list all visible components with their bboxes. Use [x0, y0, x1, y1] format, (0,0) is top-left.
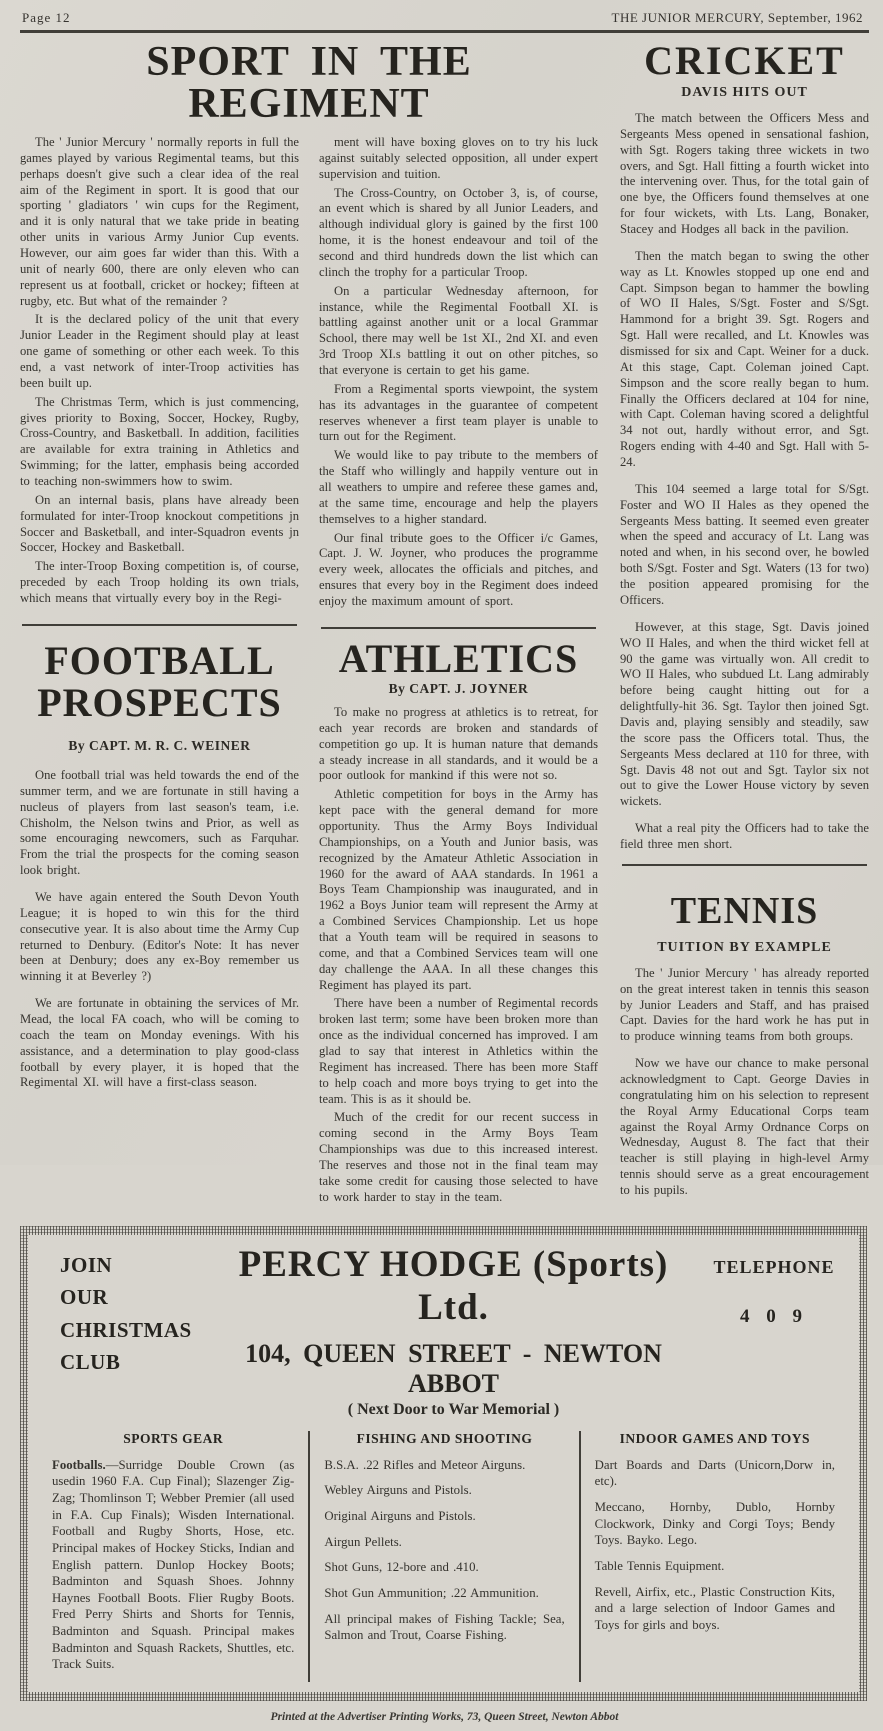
athletics-text [319, 705, 598, 1209]
paragraph: Athletic competition for boys in the Army has kept pace with the general demand for more opportunity. Thus the Army Boys Individual Championships, on a Youth and Junior basis, was recognized by the Amateur Athletic Association in 1960 for the award of AAA standards. In 1961 a Boys Team Championship was inaugurated, and in 1962 a Boys Junior team will represent the Army at a Combined Services Championship. Let us hope that a Youth team will be required in seasons to come, and that a Combined Services team will one day challenge the AAA. In all these changes this Regiment has played its part. [319, 787, 598, 992]
regiment-col2-text [319, 135, 598, 613]
masthead: THE JUNIOR MERCURY, September, 1962 [611, 10, 863, 25]
football-byline: By CAPT. M. R. C. WEINER [68, 737, 251, 753]
paragraph: The inter-Troop Boxing competition is, of course, preceded by each Troop holding its own trials, which means that virtually every boy in the Regi- [20, 559, 299, 606]
sports-gear-lead: Footballs. [52, 1457, 106, 1472]
paragraph: The Cross-Country, on October 3, is, of course, an event which is shared by all Junior Leaders, and although individual glory is gained by the first 100 home, it is the honest endeavour and toil of the second and third hundreds down the list which can clinch the trophy for a particular Troop. [319, 185, 598, 279]
telephone-label: TELEPHONE [713, 1256, 835, 1277]
paragraph: One football trial was held towards the end of the summer term, and we are fortunate in still having a nucleus of players from last season's team, i.e. Chisholm, the Nelson twins and Prior, as well as some encouraging newcomers, such as Farquhar. From the trial the prospects for the coming season look bright. [20, 767, 299, 878]
paragraph: There have been a number of Regimental records broken last term; some have been broken more than once as the individual concerned has improved. I am glad to say that interest in Athletics within the Regiment has increased. There has been more Staff to help coach and more boys trying to get into the team. This is as it should be. [319, 996, 598, 1106]
paragraph: CLUB [60, 1350, 121, 1375]
paragraph: To make no progress at athletics is to retreat, for each year records are broken and standards of competition go up. It is human nature that demands a steady increase in all standards, and it would be a poor outlook for mankind if this were not so. [319, 704, 598, 783]
left-section [20, 39, 598, 1210]
regiment-headline: SPORT IN THE REGIMENT [146, 39, 472, 127]
paragraph: We would like to pay tribute to the members of the Staff who willingly and happily venture out in all weathers to umpire and referee these games and, at the same time, encourage and help the players themselves to a higher standard. [319, 448, 598, 526]
paragraph: CHRISTMAS [60, 1317, 192, 1342]
paragraph: What a real pity the Officers had to take the field three men short. [620, 821, 869, 851]
advert-address: 104, QUEEN STREET - NEWTON ABBOT [245, 1338, 662, 1398]
column-left [20, 135, 299, 1209]
telephone-number: 4 0 9 [740, 1305, 808, 1327]
advert-col-sports-gear [38, 1431, 308, 1682]
paragraph: Table Tennis Equipment. [594, 1558, 725, 1573]
cricket-headline: CRICKET [644, 38, 845, 83]
printer-line: Printed at the Advertiser Printing Works, 73, Queen Street, Newton Abbot [270, 1710, 619, 1723]
paragraph: The ' Junior Mercury ' normally reports in full the games played by various Regimental teams, but this perhaps doesn't give such a clear idea of the real aim of the Regiment in sport. It is good that our sporting ' gladiators ' win cups for the Regiment, and it is only natural that we take pride in beating other units in various Army Junior Cup events. However, our aim goes far wider than this. With a unit of nearly 600, there are only eleven who can represent us at football, cricket or hockey; fifteen at rugby, etc. But what of the remainder ? [20, 135, 299, 308]
sports-gear-body: —Surridge Double Crown (as usedin 1960 F.A. Cup Final); Slazenger Zig-Zag; Thomlinson T; Webber Premier (all used in F.A. Cup Finals); Wisden International. Football and Rugby Shorts, Hose, etc. Principal makes of Hockey Sticks, Indian and English pattern. Dunlop Hockey Boots; Badminton and Squash Shoes. Johnny Haynes Football Boots. Flier Rugby Boots. Fred Perry Shirts and Shorts for Tennis, Badminton and Squash. Principal makes Badminton and Squash Rackets, Shuttles, etc. Track Suits. [52, 1457, 295, 1672]
paragraph: JOIN [60, 1252, 113, 1277]
page-header [20, 10, 869, 30]
paragraph: This 104 seemed a large total for S/Sgt. Foster and WO II Hales as they opened the Sergeants Mess batting. It seemed even greater when the speed and accuracy of Lt. Lang was noted and when, in his second over, he bowled both S/Sgt. Foster and Sgt. Waters (13 for two) the position appeared promising for the Officers. [620, 481, 869, 607]
paragraph: However, at this stage, Sgt. Davis joined WO II Hales, and when the third wicket fell at 90 the game was virtually won. All credit to WO II Hales, who subdued Lt. Lang admirably before being caught hitting out for a delightfully-hit 36. Sgt. Taylor then joined Sgt. Davis and, playing sensibly and steadily, saw the score pass the Officers total. Thus, the Sergeants Mess declared at 110 for three, with Sgt. Davis 48 not out and Sgt. Taylor six not out to give the Lower House victory by seven wickets. [620, 619, 869, 809]
sports-gear-heading: SPORTS GEAR [123, 1430, 224, 1446]
paragraph: OUR [60, 1285, 109, 1310]
football-title-line2: PROSPECTS [37, 679, 282, 725]
football-title-line1: FOOTBALL [44, 637, 275, 683]
cricket-subhead: DAVIS HITS OUT [681, 85, 808, 100]
paragraph: Airgun Pellets. [324, 1534, 402, 1549]
divider-rule [622, 864, 867, 866]
advert-telephone-block [699, 1241, 849, 1419]
paragraph: ment will have boxing gloves on to try his luck against suitably selected opposition, all under expert supervision and tuition. [319, 135, 598, 181]
athletics-headline: ATHLETICS [338, 635, 579, 681]
paragraph: B.S.A. .22 Rifles and Meteor Airguns. [324, 1457, 526, 1472]
paragraph: Meccano, Hornby, Dublo, Hornby Clockwork, Dinky and Corgi Toys; Bendy Toys. Bayko. Lego. [594, 1500, 835, 1548]
athletics-byline: By CAPT. J. JOYNER [388, 680, 529, 696]
paragraph: Shot Gun Ammunition; .22 Ammunition. [324, 1585, 539, 1600]
advert-center [208, 1241, 699, 1419]
advert-company-name: PERCY HODGE (Sports) Ltd. [238, 1243, 669, 1328]
regiment-col1-text [20, 135, 299, 610]
fishing-items [324, 1457, 564, 1644]
advert-col-indoor [579, 1431, 849, 1682]
cricket-text [620, 111, 869, 853]
paragraph: Our final tribute goes to the Officer i/c Games, Capt. J. W. Joyner, who produces the programme every week, allocates the officials and pitches, and ensures that every boy in the Regiment does indeed enjoy the maximum amount of sport. [319, 530, 598, 609]
paragraph: From a Regimental sports viewpoint, the system has its advantages in the guarantee of competent reserves whenever a first team player is unable to turn out for the Regiment. [319, 381, 598, 444]
advert-col-fishing [308, 1431, 578, 1682]
paragraph: The match between the Officers Mess and Sergeants Mess opened in sensational fashion, with Sgt. Rogers taking three wickets in two overs, and Sgt. Hall fitting a fourth wicket into the intervening over. Thus, for the total gain of one bye, the Officers found themselves at one for four wickets, with Lts. Lang, Bonaker, Stacey and Hodges all back in the pavilion. [620, 111, 869, 237]
paragraph: The ' Junior Mercury ' has already reported on the great interest taken in tennis this season by Junior Leaders and Staff, and has praised Capt. Davies for the hard work he has put in to produce winning teams from both groups. [620, 965, 869, 1044]
paragraph: Dart Boards and Darts (Unicorn,Dorw in, etc). [594, 1457, 835, 1489]
football-text [20, 768, 299, 1102]
indoor-items [595, 1457, 835, 1634]
page-number: Page 12 [22, 10, 71, 25]
tennis-subhead: TUITION BY EXAMPLE [657, 939, 832, 955]
paragraph: All principal makes of Fishing Tackle; Sea, Salmon and Trout, Coarse Fishing. [324, 1611, 565, 1643]
sports-gear-text [52, 1457, 294, 1673]
christmas-club-block [38, 1241, 208, 1419]
divider-rule [321, 627, 596, 629]
main-content [20, 39, 869, 1210]
paragraph: Original Airguns and Pistols. [324, 1509, 476, 1524]
header-rule [20, 30, 869, 33]
paragraph: Shot Guns, 12-bore and .410. [324, 1560, 479, 1575]
advert-border [20, 1226, 867, 1701]
advert [28, 1235, 859, 1692]
tennis-headline: TENNIS [670, 889, 819, 932]
right-section [620, 39, 869, 1210]
paragraph: On a particular Wednesday afternoon, for instance, while the Regimental Football XI. is battling against another unit or a local Grammar School, there may well be 1st XI., 2nd XI. and even 3rd Troop XI.s battling it out on other pitches, so that everyone is certain to get his game. [319, 283, 598, 378]
football-headline [20, 637, 299, 725]
regiment-columns [20, 135, 598, 1209]
indoor-heading: INDOOR GAMES AND TOYS [619, 1430, 811, 1446]
paragraph: It is the declared policy of the unit that every Junior Leader in the Regiment should play at least one game of something or other each week. To this end, a vast network of inter-Troop activities has been built up. [20, 312, 299, 390]
advert-header [38, 1241, 849, 1419]
paragraph: Webley Airguns and Pistols. [324, 1483, 472, 1498]
column-middle [319, 135, 598, 1209]
advert-address-note: ( Next Door to War Memorial ) [347, 1400, 560, 1418]
paragraph: Then the match began to swing the other way as Lt. Knowles stopped up one end and Capt. Simpson began to hammer the bowling of WO II Hales, S/Sgt. Foster and S/Sgt. Hammond for a bright 39. Sgt. Rogers and Sgt. Hall were recalled, and Lt. Knowles was dismissed for six and Capt. Weiner for a duck. At this stage, Capt. Coleman joined Capt. Simpson and the score really began to hum. Finally the Officers declared at 104 for nine, with Capt. Coleman having scored a delightful 34 not out, hardly without error, and Sgt. Rogers ending with 4-40 and Sgt. Hall with 5-24. [620, 248, 869, 470]
paragraph: Much of the credit for our recent success in coming second in the Army Boys Team Championships was due to this increased interest. The reserves and those not in the final team may take some credit for causing those selected to have to work harder to stay in the team. [319, 1110, 598, 1204]
paragraph: We have again entered the South Devon Youth League; it is hoped to win this for the third consecutive year. It is also about time the Army Cup returned to Denbury. (Editor's Note: It has never been at Denbury; does any ex-Boy remember us winning it at Beverley ?) [20, 889, 299, 984]
paragraph: The Christmas Term, which is just commencing, gives priority to Boxing, Soccer, Hockey, Rugby, Cross-Country, and Basketball. In addition, facilities are available for extra training in Athletics and Swimming; for the latter, emphasis being accorded to teaching non-swimmers how to swim. [20, 394, 299, 489]
advert-columns [38, 1431, 849, 1682]
tennis-text [620, 966, 869, 1199]
paragraph: Now we have our chance to make personal acknowledgment to Capt. George Davies in congratulating him on his selection to represent the Royal Army Educational Corps team against the Royal Army Ordnance Corps on Wednesday, August 8. The fact that their teacher is still playing in high-level Army tennis should serve as a great encouragement to his pupils. [620, 1056, 869, 1197]
paragraph: On an internal basis, plans have already been formulated for inter-Troop knockout competitions jn Soccer and Basketball, and inter-Squadron events jn Soccer, Hockey and Basketball. [20, 492, 299, 555]
divider-rule [22, 624, 297, 626]
paragraph: Revell, Airfix, etc., Plastic Construction Kits, and a large selection of Indoor Games and Toys for girls and boys. [594, 1584, 835, 1632]
fishing-heading: FISHING AND SHOOTING [356, 1430, 533, 1446]
paragraph: We are fortunate in obtaining the services of Mr. Mead, the local FA coach, who will be coming to coach the team on Monday evenings. With his assistance, and a determination to play good-class football by every player, it is hoped that the Regimental XI. will have a first-class season. [20, 996, 299, 1090]
